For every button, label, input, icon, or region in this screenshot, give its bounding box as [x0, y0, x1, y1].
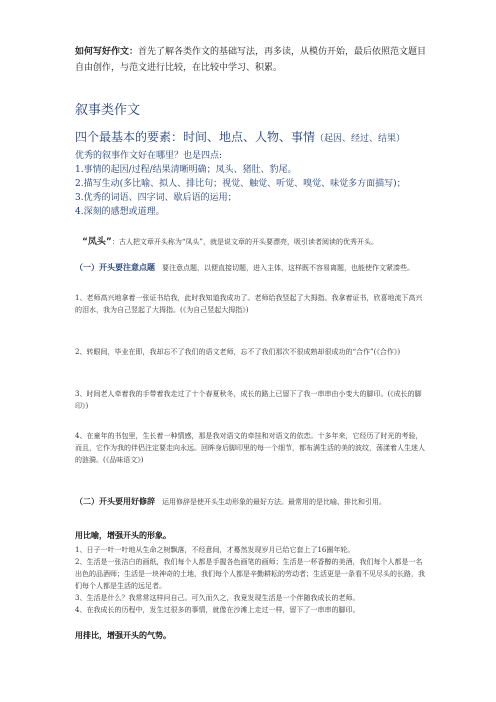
fengtou-text: ：古人把文章开头称为“凤头”，就是说文章的开头要漂亮，吸引读者阅读的优秀开头。	[111, 238, 378, 246]
section-two-intro	[75, 496, 427, 508]
point-item: 2.描写生动(多比喻、拟人、排比句；视觉、触觉、听觉、嗅觉、味觉多方面描写)；	[75, 179, 406, 189]
metaphor-list	[75, 544, 427, 616]
fengtou-paragraph	[75, 236, 427, 248]
fengtou-bold: “凤头”	[82, 237, 112, 247]
example-paragraph: 4、在童年的书包里，生长着一种情感，那是我对语文的牵挂和对语文的依恋。十多年来，它经历了时光的考验，而且，它作为我的伴侣注定要走向永远。回眸身后脚印里的每一个细节，都布满生活的美的波纹，荡漾着人生迷人的涟漪。(《品味语文》)	[75, 432, 425, 464]
metaphor-item: 4、在我成长的历程中，发生过很多的事情，就像在沙滩上走过一样，留下了一串串的脚印。	[75, 606, 360, 614]
point-item: 3.优秀的词语、四字词、歇后语的运用；	[75, 193, 237, 203]
question-line: 优秀的叙事作文好在哪里？也是四点:	[75, 151, 223, 161]
section-title: 叙事类作文	[75, 103, 141, 118]
example-paragraph: 3、时间老人牵着我的手带着我走过了十个春夏秋冬，成长的路上已留下了我一串串由小变大的脚印。(《成长的脚印》)	[75, 390, 422, 410]
elements-sub: （起因、经过、结果）	[315, 134, 406, 144]
section-one-text: 要注意点题，以便直接切题，进入主体，这样既不容易离题，也能使作文紧凑些。	[155, 264, 414, 272]
section-one-label: （一）开头要注意点题	[75, 263, 155, 272]
metaphor-item: 1、日子一叶一叶地从生命之树飘落，不经意间，才蓦然发现岁月已给它套上了16圈年轮。	[75, 546, 355, 554]
points-list	[75, 163, 427, 219]
section-two-text: 运用修辞是使开头生动形象的最好方法。最常用的是比喻、排比和引用。	[155, 498, 386, 506]
intro-paragraph	[75, 44, 427, 76]
intro-bold: 如何写好作文：	[75, 47, 139, 57]
elements-heading	[75, 128, 427, 148]
point-item: 1.事情的起因/过程/结果清晰明确；凤头、猪肚、豹尾。	[75, 165, 297, 175]
metaphor-heading: 用比喻，增强开头的形象。	[75, 531, 171, 540]
example-paragraph: 1、老师高兴地拿着一张证书给我，此时我知道我成功了。老师给我竖起了大拇指。我拿着证书，欣喜地流下高兴的泪水，我为自己竖起了大拇指。(《为自己竖起大拇指》)	[75, 294, 423, 314]
metaphor-item: 2、生活是一张洁白的画纸，我们每个人都是手握各色画笔的画师；生活是一杯香醇的美酒，我们每个人都是一名出色的品酒师；生活是一块神奇的土地，我们每个人都是辛勤耕耘的劳动者；生活更是一条看不见尽头的长路，我们每个人都是生活的远足者。	[75, 558, 425, 590]
metaphor-item: 3、生活是什么？我常常这样问自己。可久而久之，我竟发现生活是一个伴随我成长的老师。	[75, 594, 360, 602]
point-item: 4.深刻的感想或道理。	[75, 207, 165, 217]
example-paragraph: 2、转眼间，毕业在即，我却忘不了我们的语文老师，忘不了我们那次不很成熟却很成功的“合作”(《合作》)	[75, 348, 401, 356]
section-one-intro	[75, 262, 427, 274]
section-two-label: （二）开头要用好修辞	[75, 497, 155, 506]
elements-main: 四个最基本的要素：时间、地点、人物、事情	[75, 130, 316, 144]
parallel-heading: 用排比，增强开头的气势。	[75, 631, 171, 640]
intro-text: 首先了解各类作文的基础写法，再多读，从模仿开始，最后依照范文题目自由创作，与范文进行比较，在比较中学习、积累。	[75, 47, 427, 73]
